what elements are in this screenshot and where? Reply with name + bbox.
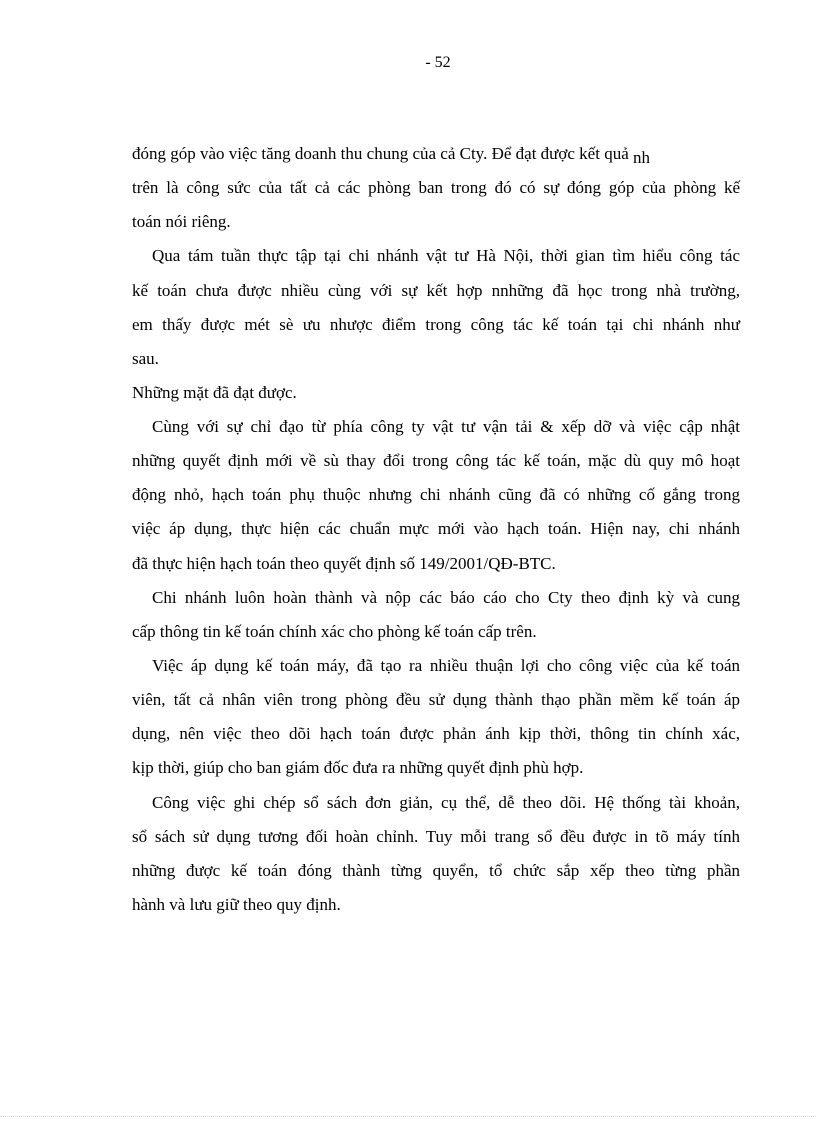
text-line: em thấy được mét sè ưu nhược điểm trong công tác kế toán tại chi nhánh như bbox=[132, 315, 740, 334]
text-line: kịp thời, giúp cho ban giám đốc đưa ra những quyết định phù hợp. bbox=[132, 758, 584, 777]
section-heading: Những mặt đã đạt được. bbox=[132, 383, 297, 402]
text-line: những quyết định mới về sù thay đổi trong công tác kế toán, mặc dù quy mô hoạt bbox=[132, 451, 740, 470]
text-line: Chi nhánh luôn hoàn thành và nộp các báo cáo cho Cty theo định kỳ và cung bbox=[152, 588, 740, 607]
line-text: đóng góp vào việc tăng doanh thu chung của cả Cty. Để đạt được kết quả bbox=[132, 144, 629, 163]
text-line: cấp thông tin kế toán chính xác cho phòng kế toán cấp trên. bbox=[132, 622, 537, 641]
text-line: sổ sách sử dụng tương đối hoàn chỉnh. Tuy mỗi trang sổ đều được in tõ máy tính bbox=[132, 827, 740, 846]
page-number: - 52 bbox=[425, 54, 451, 71]
text-line: đã thực hiện hạch toán theo quyết định số 149/2001/QĐ-BTC. bbox=[132, 554, 556, 573]
text-line: kế toán chưa được nhiều cùng với sự kết hợp nnhững đã học trong nhà trường, bbox=[132, 281, 740, 300]
page-bottom-border bbox=[0, 1116, 816, 1117]
text-line: những được kế toán đóng thành từng quyển, tổ chức sắp xếp theo từng phần bbox=[132, 861, 740, 880]
text-line: Công việc ghi chép sổ sách đơn giản, cụ thể, dễ theo dõi. Hệ thống tài khoản, bbox=[152, 793, 740, 812]
text-line: viên, tất cả nhân viên trong phòng đều sử dụng thành thạo phần mềm kế toán áp bbox=[132, 690, 740, 709]
text-line: toán nói riêng. bbox=[132, 212, 231, 231]
text-line: Việc áp dụng kế toán máy, đã tạo ra nhiều thuận lợi cho công việc của kế toán bbox=[152, 656, 740, 675]
text-line: Qua tám tuần thực tập tại chi nhánh vật tư Hà Nội, thời gian tìm hiểu công tác bbox=[152, 246, 740, 265]
text-line: Cùng với sự chỉ đạo từ phía công ty vật tư vận tải & xếp dỡ và việc cập nhật bbox=[152, 417, 740, 436]
text-line: việc áp dụng, thực hiện các chuẩn mực mới vào hạch toán. Hiện nay, chi nhánh bbox=[132, 519, 740, 538]
text-line bbox=[132, 143, 740, 165]
text-line: dụng, nên việc theo dõi hạch toán được phản ánh kịp thời, thông tin chính xác, bbox=[132, 724, 740, 743]
line-fragment: nh bbox=[633, 148, 650, 167]
text-line: hành và lưu giữ theo quy định. bbox=[132, 895, 341, 914]
text-line: trên là công sức của tất cả các phòng ban trong đó có sự đóng góp của phòng kế bbox=[132, 178, 740, 197]
text-line: động nhỏ, hạch toán phụ thuộc nhưng chi nhánh cũng đã có những cố gắng trong bbox=[132, 485, 740, 504]
text-line: sau. bbox=[132, 349, 159, 368]
